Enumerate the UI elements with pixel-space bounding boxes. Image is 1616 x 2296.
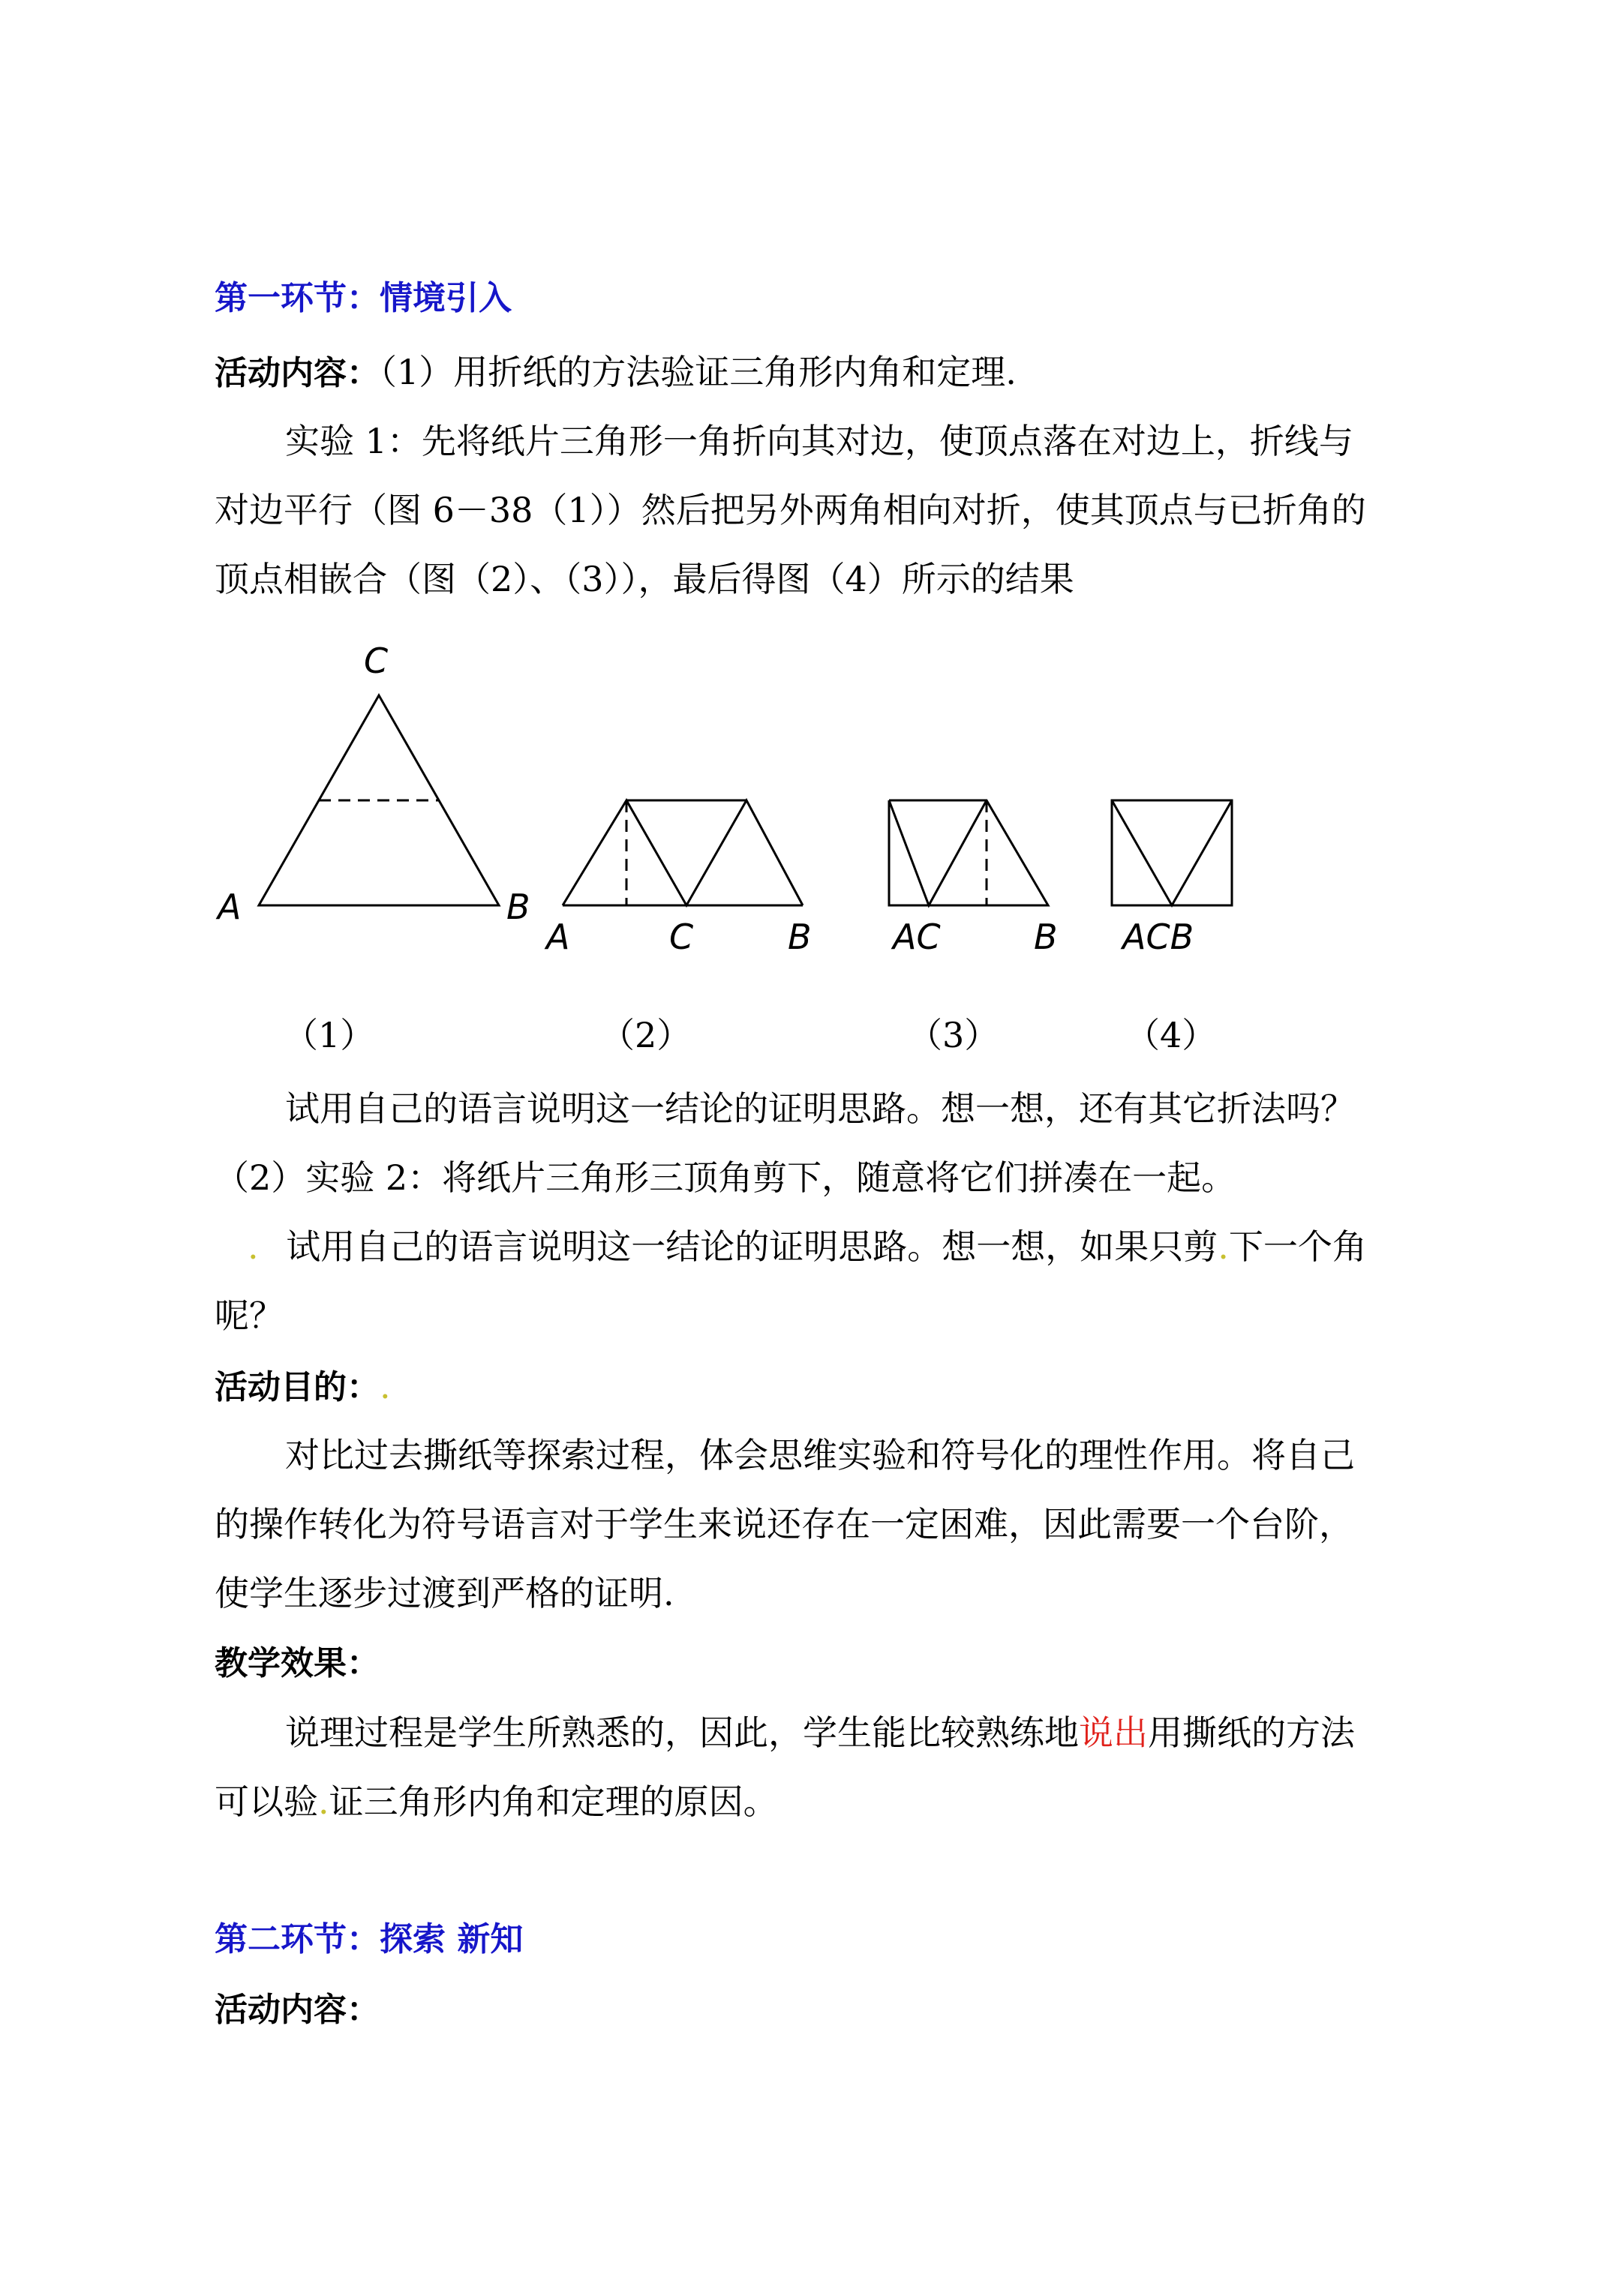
effect-line2a: 可以验: [215, 1781, 318, 1822]
fig1-label-b: B: [506, 887, 530, 927]
activity-label: 活动内容：: [215, 354, 380, 392]
figures-svg: [203, 634, 1328, 1054]
activity-content-line: [215, 350, 1017, 396]
fig4-folds: [1112, 800, 1232, 905]
purpose-label-line: [215, 1364, 391, 1410]
fig2-label-a: A: [546, 917, 570, 957]
activity-text: （1）用折纸的方法验证三角形内角和定理.: [380, 352, 1017, 392]
section2-heading: 第二环节：探索 新知: [215, 1920, 524, 1958]
try-line-1: 试用自己的语言说明这一结论的证明思路。想一想，还有其它折法吗？: [285, 1088, 1355, 1129]
exp2-line: （2）实验 2：将纸片三角形三顶角剪下，随意将它们拼凑在一起。: [215, 1157, 1236, 1198]
figure-1: [259, 695, 499, 905]
purpose-line-3: 使学生逐步过渡到严格的证明.: [215, 1573, 674, 1613]
effect-part2: 用撕纸的方法: [1148, 1712, 1355, 1753]
try-line-2b: 呢？: [215, 1295, 284, 1336]
fig3-label-b: B: [1034, 917, 1058, 957]
figure-4: [1112, 800, 1232, 905]
caption-3: （3）: [908, 1015, 999, 1055]
stray-dot-4: .: [318, 1781, 329, 1822]
purpose-line-2: 的操作转化为符号语言对于学生来说还存在一定困难，因此需要一个台阶，: [215, 1504, 1353, 1544]
section2-activity-label: 活动内容：: [215, 1991, 380, 2029]
fig2-folds: [563, 800, 803, 905]
figure-3: [889, 800, 1048, 905]
fig4-rect: [1112, 800, 1232, 905]
stray-dot-2: .: [1218, 1226, 1229, 1267]
fig3-outline: [889, 800, 1048, 905]
try2-part1: 试用自己的语言说明这一结论的证明思路。想一想，如果只剪: [286, 1226, 1218, 1267]
fig3-folds: [889, 800, 987, 905]
effect-line-1: [285, 1710, 1355, 1755]
stray-dot: .: [248, 1226, 259, 1267]
effect-line2b: 证三角形内角和定理的原因。: [329, 1781, 778, 1822]
fig1-label-c: C: [364, 641, 389, 681]
figure-2: [563, 800, 803, 905]
fig2-label-b: B: [788, 917, 812, 957]
effect-line-2: [215, 1779, 778, 1824]
exp1-line-3: 顶点相嵌合（图（2）、（3）），最后得图（4）所示的结果: [215, 559, 1074, 599]
effect-highlight: 说出: [1079, 1712, 1148, 1753]
fig4-label-acb: ACB: [1122, 917, 1194, 957]
exp1-line-1: 实验 1：先将纸片三角形一角折向其对边，使顶点落在对边上，折线与: [285, 421, 1353, 461]
effect-part1: 说理过程是学生所熟悉的，因此，学生能比较熟练地: [285, 1712, 1079, 1753]
folding-figures: [203, 634, 1328, 1057]
fig2-label-c: C: [669, 917, 694, 957]
stray-dot-3: .: [380, 1366, 391, 1406]
fig3-label-ac: AC: [893, 917, 941, 957]
caption-2: （2）: [600, 1015, 692, 1055]
try2-part2: 下一个角: [1228, 1226, 1367, 1267]
caption-1: （1）: [284, 1015, 375, 1055]
fig1-label-a: A: [218, 887, 242, 927]
try-line-2: [248, 1224, 1367, 1269]
exp1-line-2: 对边平行（图 6－38（1））然后把另外两角相向对折，使其顶点与已折角的: [215, 490, 1366, 530]
purpose-label: 活动目的：: [215, 1368, 380, 1406]
effect-label: 教学效果：: [215, 1644, 380, 1682]
purpose-line-1: 对比过去撕纸等探索过程，体会思维实验和符号化的理性作用。将自己: [285, 1435, 1355, 1475]
section1-heading: 第一环节：情境引入: [215, 279, 512, 317]
caption-4: （4）: [1125, 1015, 1217, 1055]
